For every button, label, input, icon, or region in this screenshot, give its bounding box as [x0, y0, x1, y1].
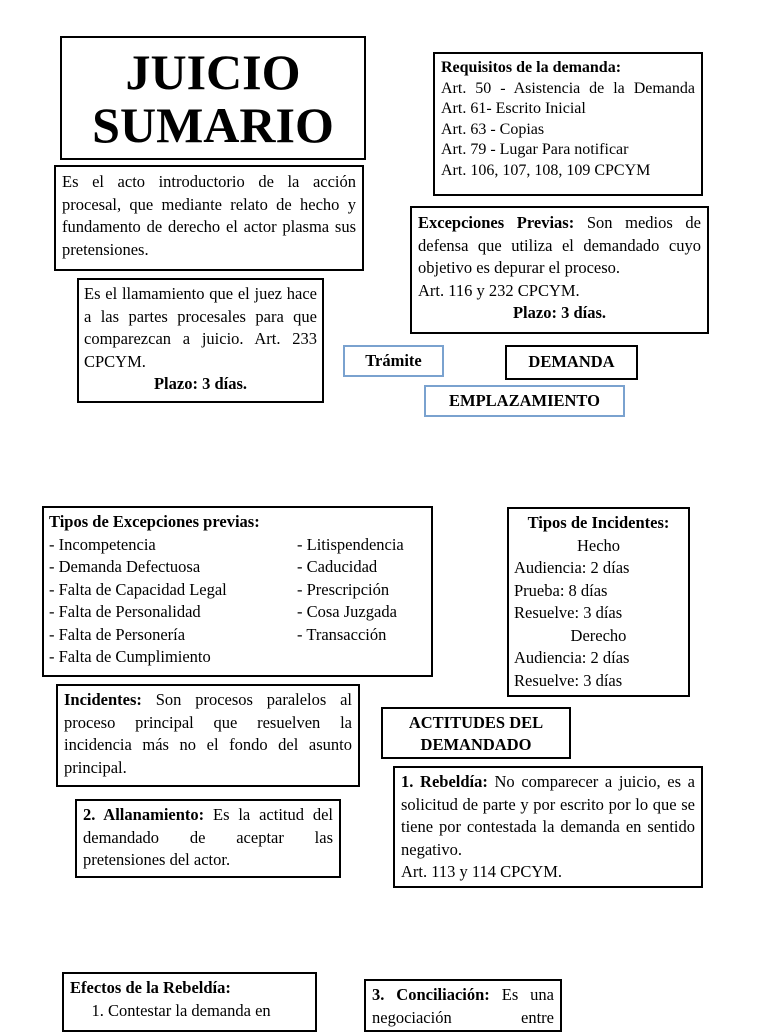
demanda-label [505, 345, 638, 380]
excepciones-previas-plazo: Plazo: 3 días. [512, 303, 607, 322]
excepcion-item: - Cosa Juzgada [297, 602, 397, 621]
excepcion-item: - Demanda Defectuosa [49, 557, 201, 576]
actitudes-line-2: DEMANDADO [420, 735, 532, 754]
excepcion-item: - Incompetencia [49, 534, 156, 554]
excepcion-item: - Falta de Personalidad [49, 602, 201, 621]
incidente-plazo: Audiencia: 2 días [514, 648, 630, 667]
tipos-incidentes-box [507, 507, 690, 697]
requisitos-line: Art. 61- Escrito Inicial [441, 100, 586, 117]
tramite-label-text: Trámite [365, 351, 422, 370]
efectos-rebeldia-item: 1. Contestar la demanda en [108, 1000, 309, 1023]
allanamiento-text: Es la actitud del demandado de aceptar las pretensiones del actor. [83, 805, 334, 869]
allanamiento-box [75, 799, 341, 878]
incidentes-definition-heading: Incidentes: [64, 690, 142, 709]
incidente-plazo: Resuelve: 3 días [514, 670, 623, 690]
actitudes-line-1: ACTITUDES DEL [408, 713, 544, 732]
excepcion-item: - Falta de Capacidad Legal [49, 579, 227, 599]
incidente-plazo: Prueba: 8 días [514, 580, 608, 600]
emplazamiento-definition-box [77, 278, 324, 403]
incidente-plazo: Audiencia: 2 días [514, 558, 630, 577]
incidentes-definition-box [56, 684, 360, 787]
incidente-plazo: Resuelve: 3 días [514, 603, 623, 622]
tipos-excepciones-heading: Tipos de Excepciones previas: [49, 512, 260, 531]
efectos-rebeldia-list [70, 1000, 309, 1023]
incidentes-hecho-label: Hecho [576, 535, 621, 555]
requisitos-line: Art. 106, 107, 108, 109 CPCYM [441, 161, 651, 179]
conciliacion-box [364, 979, 562, 1032]
tramite-label [343, 345, 444, 377]
requisitos-line: Art. 50 - Asistencia de la Demanda [441, 79, 695, 97]
excepcion-item: - Transacción [297, 624, 387, 644]
conciliacion-text: Es una negociación entre [372, 985, 555, 1027]
emplazamiento-definition-text: Es el llamamiento que el juez hace a las partes procesales para que comparezcan a juicio. Art. 233 CPCYM. [84, 284, 317, 371]
excepcion-item: - Falta de Cumplimiento [49, 647, 211, 666]
title-line-1: JUICIO [125, 44, 301, 100]
requisitos-heading: Requisitos de la demanda: [441, 59, 622, 76]
tipos-excepciones-box [42, 506, 433, 677]
excepciones-previas-art: Art. 116 y 232 CPCYM. [418, 280, 580, 300]
demanda-definition-text: Es el acto introductorio de la acción procesal, que mediante relato de hecho y fundamento de derecho el actor plasma sus pretensiones. [62, 172, 356, 259]
title-box [60, 36, 366, 160]
incidentes-derecho-label: Derecho [570, 625, 627, 645]
emplazamiento-label-text: EMPLAZAMIENTO [449, 391, 600, 410]
excepcion-item: - Prescripción [297, 579, 390, 599]
rebeldia-heading: 1. Rebeldía: [401, 772, 488, 791]
excepciones-previas-heading: Excepciones Previas: [418, 213, 575, 232]
excepcion-item: - Litispendencia [297, 534, 404, 554]
title-line-2: SUMARIO [92, 97, 334, 153]
conciliacion-heading: 3. Conciliación: [372, 985, 490, 1004]
allanamiento-heading: 2. Allanamiento: [83, 805, 205, 824]
requisitos-line: Art. 79 - Lugar Para notificar [441, 141, 629, 158]
actitudes-label [381, 707, 571, 759]
requisitos-box [433, 52, 703, 196]
excepciones-previas-text: Son medios de defensa que utiliza el demandado cuyo objetivo es depurar el proceso. [418, 213, 701, 277]
rebeldia-art: Art. 113 y 114 CPCYM. [401, 862, 563, 881]
emplazamiento-plazo: Plazo: 3 días. [153, 374, 248, 393]
efectos-rebeldia-box [62, 972, 317, 1032]
demanda-definition-box [54, 165, 364, 271]
emplazamiento-label [424, 385, 625, 417]
rebeldia-text: No comparecer a juicio, es a solicitud de parte y por escrito por lo que se tiene por contestada la demanda en sentido negativo. [401, 772, 695, 859]
incidentes-definition-text: Son procesos paralelos al proceso principal que resuelven la incidencia más no el fondo del asunto principal. [64, 690, 353, 777]
excepcion-item: - Falta de Personería [49, 624, 186, 644]
rebeldia-box [393, 766, 703, 888]
requisitos-line: Art. 63 - Copias [441, 120, 545, 138]
excepcion-item: - Caducidad [297, 557, 378, 576]
tipos-incidentes-heading: Tipos de Incidentes: [527, 513, 670, 532]
excepciones-previas-box [410, 206, 709, 334]
efectos-rebeldia-heading: Efectos de la Rebeldía: [70, 978, 231, 997]
demanda-label-text: DEMANDA [528, 352, 615, 371]
